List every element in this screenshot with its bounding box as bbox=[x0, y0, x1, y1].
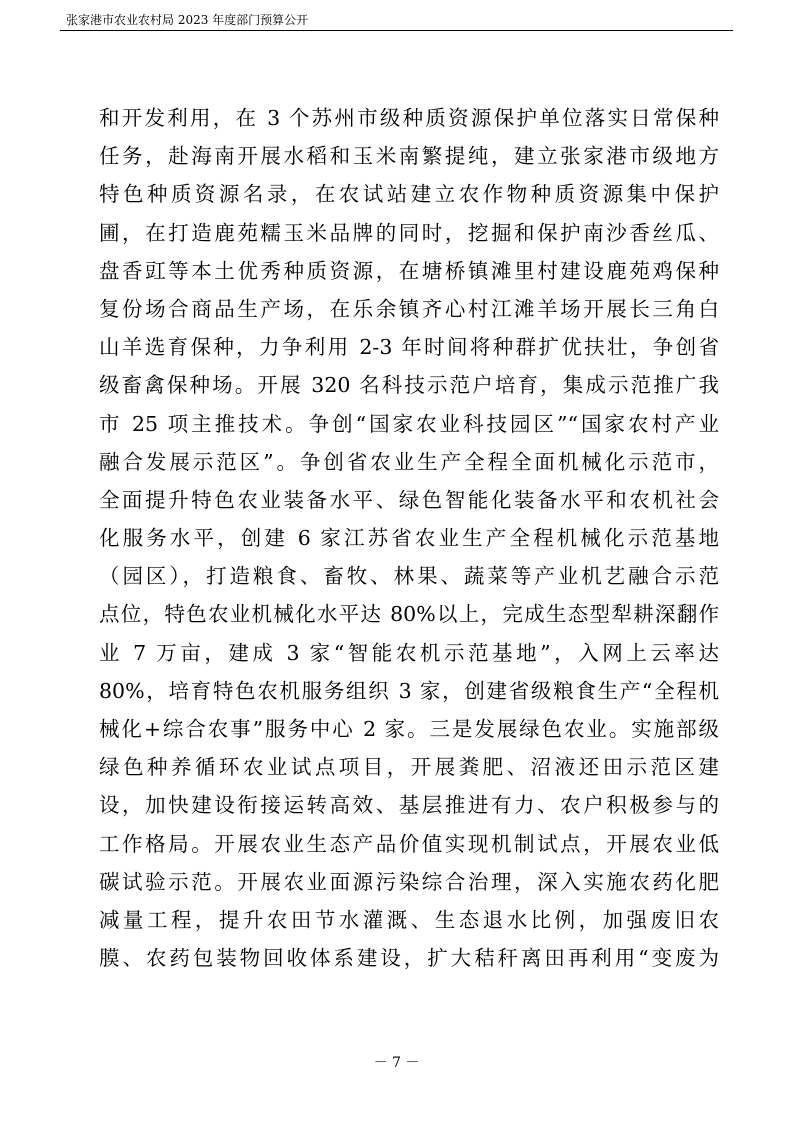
text-line: 械化+综合农事”服务中心 2 家。三是发展绿色农业。实施部级 bbox=[99, 717, 719, 741]
text-line: 工作格局。开展农业生态产品价值实现机制试点，开展农业低 bbox=[99, 831, 719, 856]
text-line: 市 25 项主推技术。争创“国家农业科技园区”“国家农村产业 bbox=[99, 411, 719, 436]
text-line: 圃，在打造鹿苑糯玉米品牌的同时，挖掘和保护南沙香丝瓜、 bbox=[99, 220, 719, 245]
text-line: 绿色种养循环农业试点项目，开展粪肥、沼液还田示范区建 bbox=[99, 755, 719, 780]
running-header: 张家港市农业农村局 2023 年度部门预算公开 bbox=[66, 13, 309, 27]
text-line: 特色种质资源名录，在农试站建立农作物种质资源集中保护 bbox=[99, 182, 719, 207]
text-line: 盘香豇等本土优秀种质资源，在塘桥镇滩里村建设鹿苑鸡保种 bbox=[99, 258, 719, 283]
page-number: － 7 － bbox=[373, 1055, 420, 1071]
text-line: 任务，赴海南开展水稻和玉米南繁提纯，建立张家港市级地方 bbox=[99, 144, 719, 169]
text-line: 山羊选育保种，力争利用 2-3 年时间将种群扩优扶壮，争创省 bbox=[99, 335, 719, 360]
header-divider bbox=[60, 30, 733, 31]
text-line: 融合发展示范区”。争创省农业生产全程全面机械化示范市， bbox=[99, 449, 719, 474]
text-line: 膜、农药包装物回收体系建设，扩大秸秆离田再利用“变废为 bbox=[99, 946, 719, 971]
text-line: 级畜禽保种场。开展 320 名科技示范户培育，集成示范推广我 bbox=[99, 373, 719, 398]
text-line: 80%，培育特色农机服务组织 3 家，创建省级粮食生产“全程机 bbox=[99, 678, 719, 703]
text-line: 和开发利用，在 3 个苏州市级种质资源保护单位落实日常保种 bbox=[99, 106, 719, 130]
text-line: 碳试验示范。开展农业面源污染综合治理，深入实施农药化肥 bbox=[99, 869, 719, 894]
text-line: 设，加快建设衔接运转高效、基层推进有力、农户积极参与的 bbox=[99, 793, 719, 818]
text-line: 化服务水平，创建 6 家江苏省农业生产全程机械化示范基地 bbox=[99, 526, 719, 551]
text-line: 全面提升特色农业装备水平、绿色智能化装备水平和农机社会 bbox=[99, 487, 719, 512]
text-line: 减量工程，提升农田节水灌溉、生态退水比例，加强废旧农 bbox=[99, 907, 719, 932]
text-line: 点位，特色农业机械化水平达 80%以上，完成生态型犁耕深翻作 bbox=[99, 602, 719, 627]
text-line: （园区），打造粮食、畜牧、林果、蔬菜等产业机艺融合示范 bbox=[99, 564, 719, 589]
text-line: 复份场合商品生产场，在乐余镇齐心村江滩羊场开展长三角白 bbox=[99, 296, 719, 321]
body-paragraph bbox=[99, 99, 719, 977]
text-line: 业 7 万亩，建成 3 家“智能农机示范基地”，入网上云率达 bbox=[99, 640, 719, 665]
